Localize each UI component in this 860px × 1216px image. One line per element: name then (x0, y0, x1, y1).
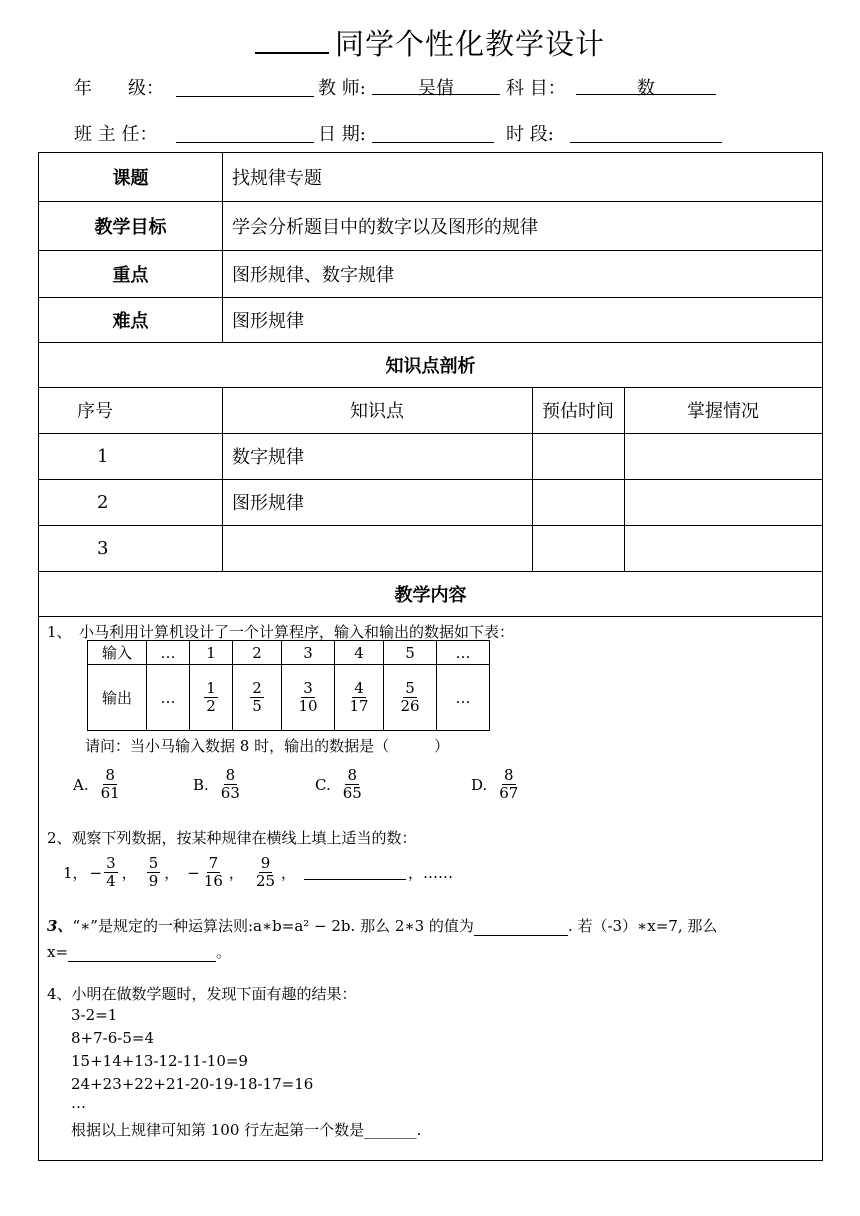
date-blank[interactable] (372, 122, 494, 143)
q4-line: 8+7-6-5=4 (71, 1029, 154, 1047)
q4-line: 3-2=1 (71, 1006, 118, 1024)
denominator: 61 (100, 784, 120, 803)
row-1-no: 1 (97, 445, 109, 467)
q4-line: 24+23+22+21-20-19-18-17=16 (71, 1075, 314, 1093)
q1-ask: 请问：当小马输入数据 8 时，输出的数据是（ ） (85, 737, 450, 755)
topic-value: 找规律专题 (232, 168, 322, 189)
denominator: 26 (400, 697, 420, 715)
numerator: 3 (303, 678, 313, 697)
numerator: 8 (347, 766, 358, 784)
input-cell: 4 (335, 641, 384, 665)
output-cell (384, 665, 437, 731)
row-1-point: 数字规律 (232, 447, 304, 468)
period-label: 时 段: (506, 124, 554, 145)
denominator: 65 (342, 784, 362, 803)
row-3-no: 3 (97, 537, 109, 559)
input-label: 输入 (88, 641, 147, 665)
q1-option-b[interactable] (193, 767, 242, 803)
input-cell: 2 (233, 641, 282, 665)
denominator: 4 (106, 872, 116, 891)
sequence-tail: ，…… (408, 864, 454, 883)
q3-answer-blank-2[interactable] (68, 947, 216, 962)
denominator: 16 (203, 872, 223, 891)
content-title: 教学内容 (394, 584, 467, 606)
q4-stem: 4、小明在做数学题时，发现下面有趣的结果： (47, 985, 357, 1003)
title-text: 同学个性化教学设计 (334, 27, 605, 61)
numerator: 8 (225, 766, 236, 784)
teacher-label: 教 师: (318, 78, 366, 99)
key-point-label: 重点 (112, 264, 149, 286)
teacher-value[interactable]: 吴倩 (372, 74, 500, 95)
option-label: B. (193, 775, 209, 794)
q1-io-table (87, 640, 490, 731)
sequence-first: 1， (63, 864, 88, 883)
numerator: 5 (405, 678, 415, 697)
denominator: 17 (349, 697, 369, 715)
numerator: 7 (208, 854, 219, 872)
q3-end: 。 (216, 943, 232, 961)
input-cell: … (147, 641, 190, 665)
output-cell (190, 665, 233, 731)
header-no: 序号 (77, 401, 113, 422)
q4-line: 15+14+13-12-11-10=9 (71, 1052, 248, 1070)
denominator: 5 (252, 697, 262, 715)
q3-x-label: x= (47, 943, 69, 961)
term-sign: − (187, 863, 200, 882)
denominator: 9 (148, 872, 159, 891)
name-blank (255, 26, 329, 54)
output-cell (233, 665, 282, 731)
numerator: 8 (105, 766, 115, 784)
period-blank[interactable] (570, 122, 722, 143)
class-teacher-label: 班 主 任： (74, 124, 158, 145)
numerator: 1 (206, 678, 216, 697)
q2-answer-blank[interactable] (304, 865, 406, 880)
difficulty-label: 难点 (112, 310, 149, 332)
option-label: D. (471, 775, 488, 794)
output-label: 输出 (88, 665, 147, 731)
q2-stem: 2、观察下列数据，按某种规律在横线上填上适当的数： (47, 829, 417, 847)
class-teacher-blank[interactable] (176, 122, 314, 143)
input-cell: 5 (384, 641, 437, 665)
numerator: 3 (106, 854, 116, 872)
input-cell: … (437, 641, 490, 665)
goal-value: 学会分析题目中的数字以及图形的规律 (232, 216, 538, 238)
numerator: 2 (252, 678, 262, 697)
q3-line2 (47, 941, 231, 962)
numerator: 5 (148, 854, 159, 872)
key-point-value: 图形规律、数字规律 (232, 264, 394, 286)
denominator: 2 (206, 697, 216, 715)
denominator: 67 (499, 784, 519, 803)
q1-stem: 1、 小马利用计算机设计了一个计算程序，输入和输出的数据如下表： (47, 623, 515, 641)
option-label: C. (315, 775, 331, 794)
knowledge-title: 知识点剖析 (385, 355, 476, 377)
output-cell: … (147, 665, 190, 731)
q1-option-c[interactable] (315, 767, 364, 803)
grade-blank[interactable] (176, 76, 314, 97)
q1-option-d[interactable] (471, 767, 520, 803)
q3-text-1: “∗”是规定的一种运算法则:a∗b=a² − 2b. 那么 2∗3 的值为 (72, 917, 474, 935)
numerator: 9 (260, 854, 271, 872)
q3-answer-blank-1[interactable] (474, 921, 568, 936)
output-cell (282, 665, 335, 731)
row-2-no: 2 (97, 491, 109, 513)
q3-number: 3、 (47, 917, 73, 935)
numerator: 4 (354, 678, 364, 697)
output-cell (335, 665, 384, 731)
difficulty-value: 图形规律 (232, 310, 304, 332)
q1-option-a[interactable] (73, 767, 122, 803)
subject-value[interactable]: 数 (576, 74, 716, 95)
q4-line: … (71, 1094, 86, 1112)
header-time: 预估时间 (542, 401, 614, 422)
header-point: 知识点 (350, 401, 404, 422)
goal-label: 教学目标 (94, 216, 167, 238)
date-label: 日 期: (318, 124, 366, 145)
denominator: 63 (220, 784, 240, 803)
q4-ask: 根据以上规律可知第 100 行左起第一个数是_______. (71, 1121, 422, 1139)
topic-label: 课题 (112, 168, 149, 189)
subject-label: 科 目： (506, 78, 566, 99)
output-cell: … (437, 665, 490, 731)
lesson-table (38, 152, 823, 1161)
q3-line1 (47, 915, 717, 936)
input-cell: 3 (282, 641, 335, 665)
term-sign: − (89, 863, 103, 882)
grade-label: 年 级： (74, 78, 164, 99)
q2-sequence: 1， − $\frac{3}{4}$ ， $\frac{5}{9}$ ， − $\frac{7}{16}$ ， $\frac{9}{25}$ ， ，…… (63, 854, 454, 891)
denominator: 10 (298, 697, 318, 715)
header-mastery: 掌握情况 (687, 401, 759, 422)
numerator: 8 (504, 766, 514, 784)
denominator: 25 (255, 872, 276, 891)
page-title (0, 22, 860, 63)
option-label: A. (73, 775, 89, 794)
q3-text-2: . 若（-3）∗x=7, 那么 (567, 917, 718, 935)
row-2-point: 图形规律 (232, 493, 304, 514)
input-cell: 1 (190, 641, 233, 665)
